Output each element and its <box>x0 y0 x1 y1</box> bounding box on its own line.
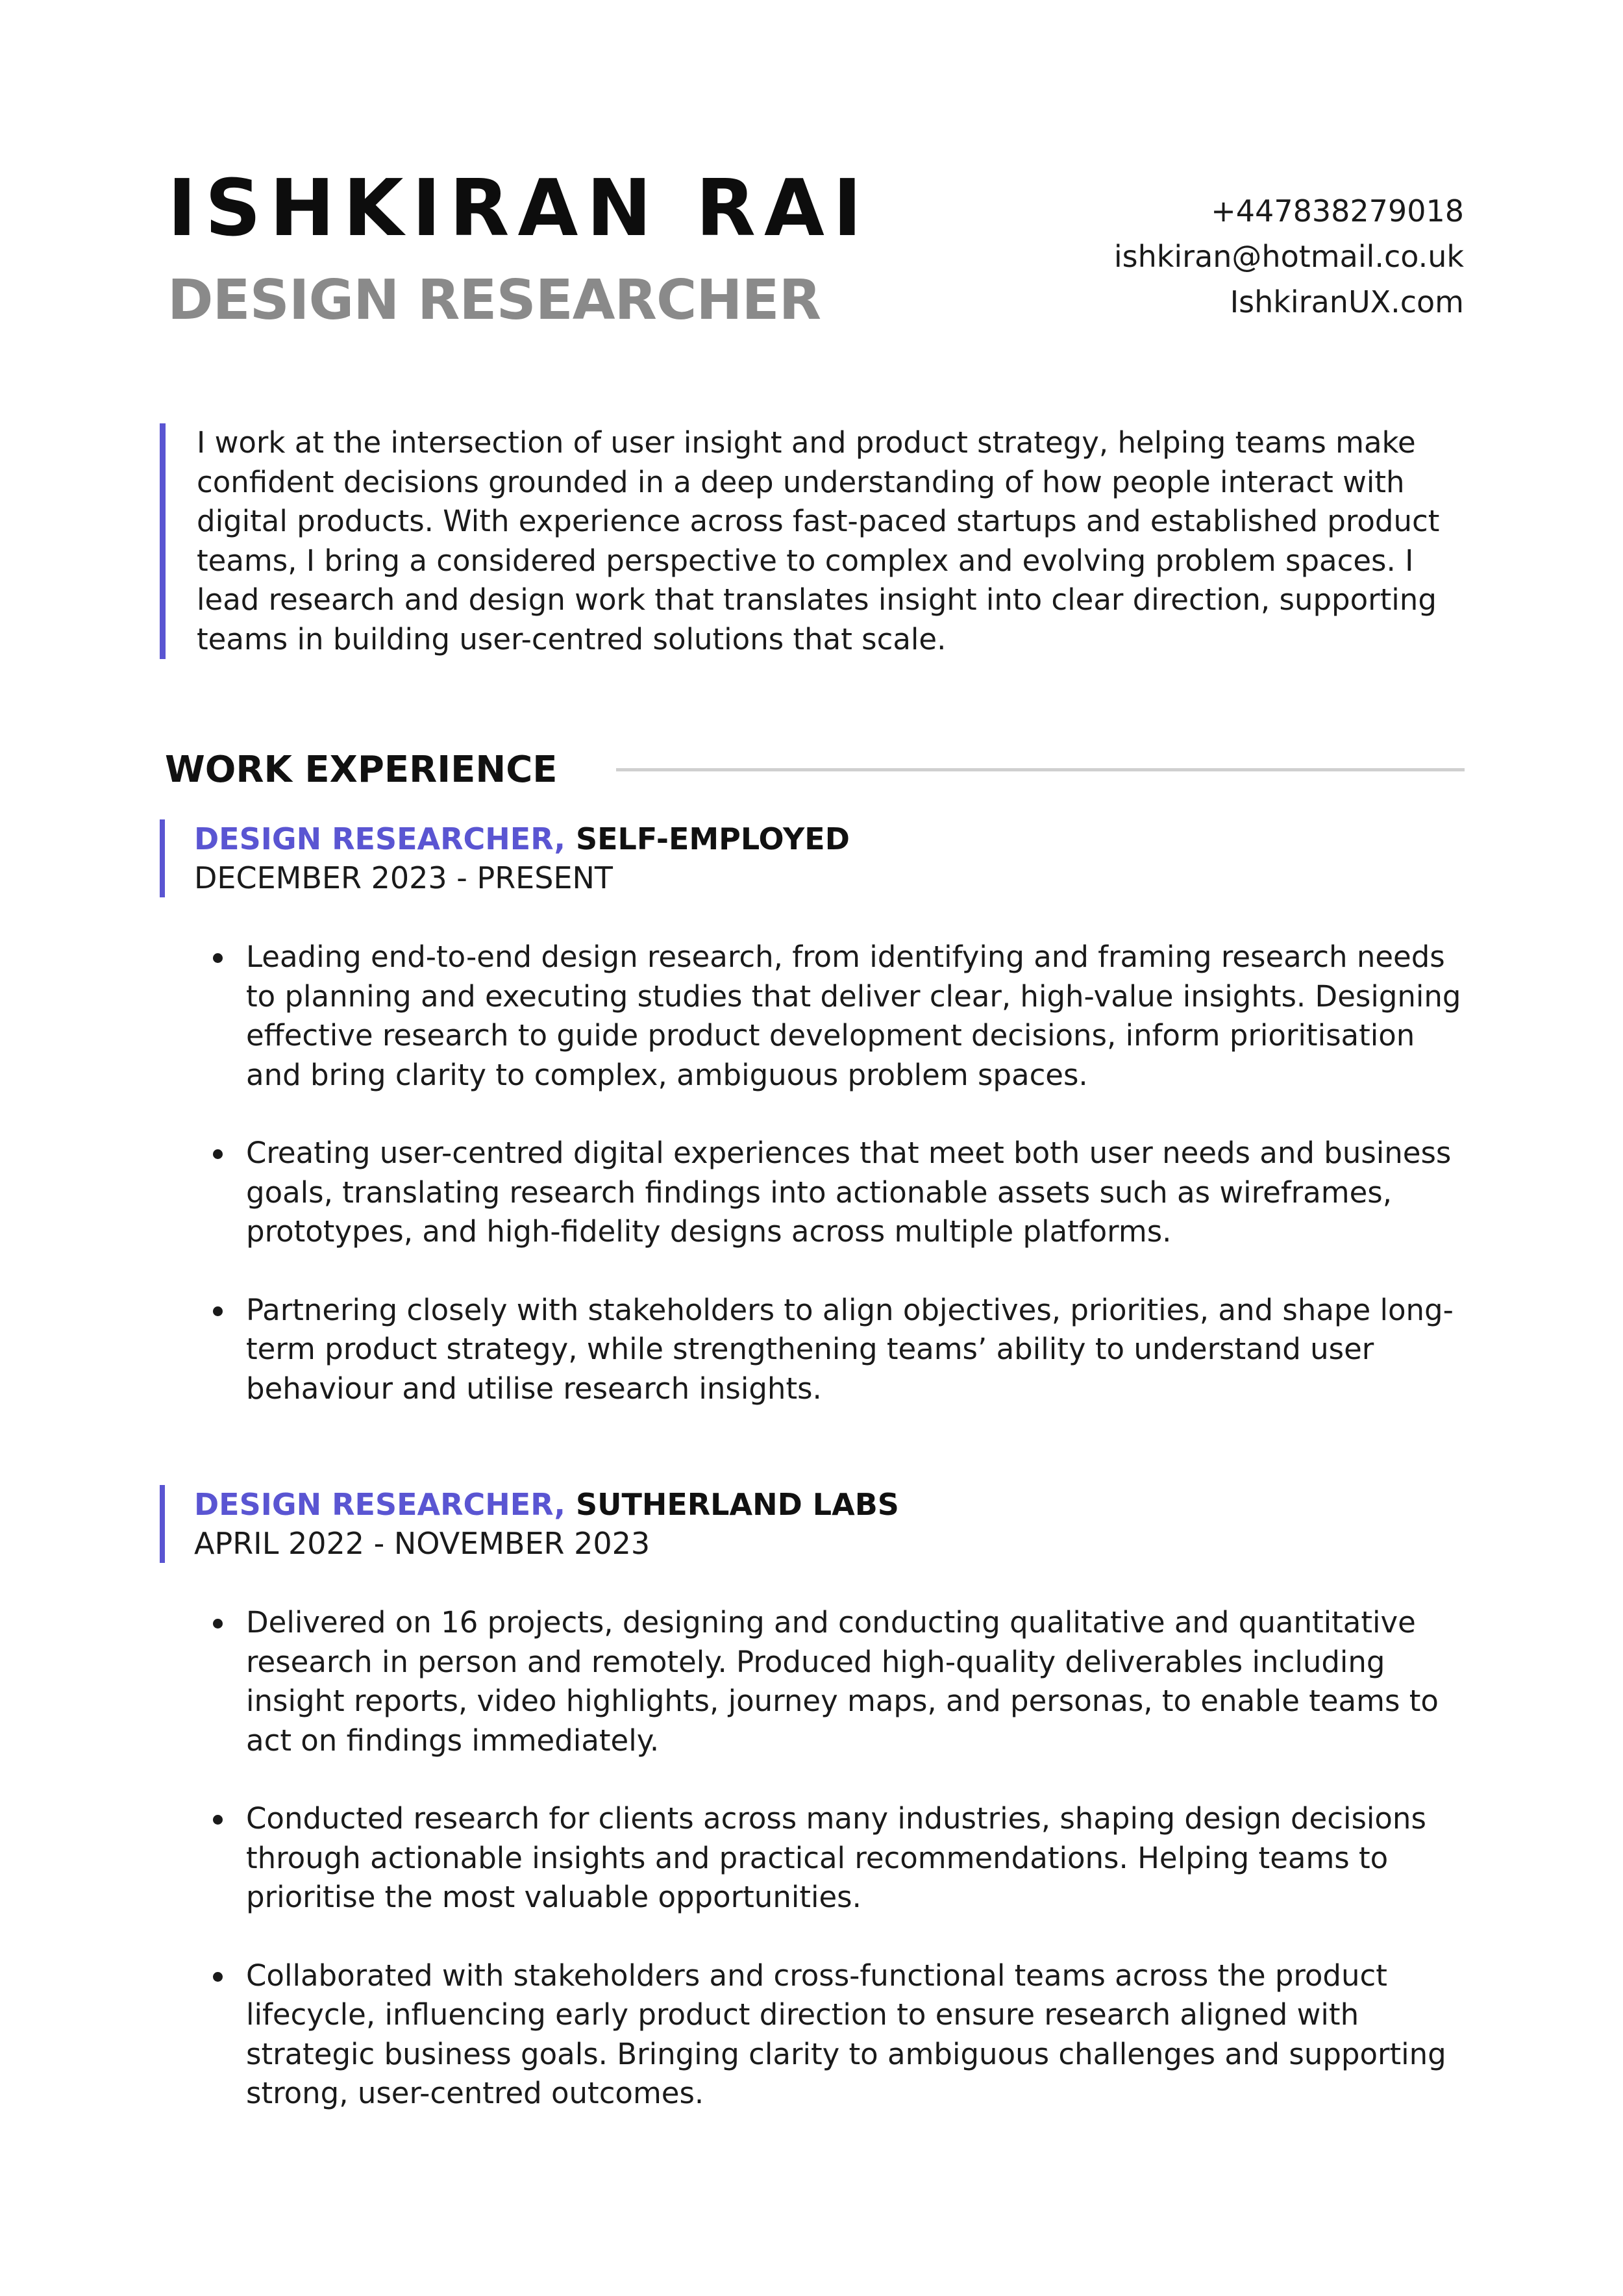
section-divider <box>616 768 1465 771</box>
job-title-line <box>194 819 1465 858</box>
contact-website[interactable]: IshkiranUX.com <box>1230 284 1464 319</box>
contact-email[interactable]: ishkiran@hotmail.co.uk <box>1113 239 1464 274</box>
job-dates: APRIL 2022 - NOVEMBER 2023 <box>194 1526 650 1561</box>
bullet-text: Creating user-centred digital experiences that meet both user needs and business goals, translating research findings into actionable assets such as wireframes, prototypes, and high-fidelity designs across multiple platforms. <box>246 1136 1452 1249</box>
bullet-icon <box>213 1619 223 1628</box>
bullet-icon <box>213 953 223 963</box>
bullet-icon <box>213 1149 223 1159</box>
job-entry <box>160 819 1465 1408</box>
summary-text: I work at the intersection of user insight and product strategy, helping teams make confident decisions grounded in a deep understanding of how people interact with digital products. With experience across fast-paced startups and established product teams, I bring a considered perspective to complex and evolving problem spaces. I lead research and design work that translates insight into clear direction, supporting teams in building user-centred solutions that scale. <box>197 425 1440 656</box>
contact-block <box>1114 188 1464 325</box>
section-title: WORK EXPERIENCE <box>165 748 558 791</box>
job-dates: DECEMBER 2023 - PRESENT <box>194 860 613 895</box>
job-bullets <box>160 938 1465 1408</box>
list-item <box>160 1603 1465 1760</box>
bullet-icon <box>213 1972 223 1982</box>
candidate-name: ISHKIRAN RAI <box>167 164 871 254</box>
bullet-icon <box>213 1815 223 1825</box>
list-item <box>160 1956 1465 2114</box>
bullet-text: Collaborated with stakeholders and cross-functional teams across the product lifecycle, influencing early product direction to ensure research aligned with strategic business goals. Bringing clarity to ambiguous challenges and supporting strong, user-centred outcomes. <box>246 1958 1446 2110</box>
candidate-title: DESIGN RESEARCHER <box>167 268 821 332</box>
bullet-text: Delivered on 16 projects, designing and conducting qualitative and quantitative research in person and remotely. Produced high-quality deliverables including insight reports, video highlights, journey maps, and personas, to enable teams to act on findings immediately. <box>246 1605 1439 1758</box>
list-item <box>160 1134 1465 1252</box>
job-company: SUTHERLAND LABS <box>575 1487 899 1522</box>
profile-summary <box>160 423 1465 659</box>
bullet-icon <box>213 1306 223 1316</box>
job-header <box>160 819 1465 897</box>
work-experience-heading <box>165 747 1465 792</box>
job-role: DESIGN RESEARCHER, <box>194 1487 565 1522</box>
bullet-text: Partnering closely with stakeholders to align objectives, priorities, and shape long-term product strategy, while strengthening teams’ ability to understand user behaviour and utilise research insights. <box>246 1292 1454 1406</box>
job-bullets <box>160 1603 1465 2114</box>
list-item <box>160 938 1465 1095</box>
contact-phone[interactable]: +447838279018 <box>1211 193 1464 229</box>
job-company: SELF-EMPLOYED <box>575 821 850 856</box>
list-item <box>160 1799 1465 1917</box>
list-item <box>160 1291 1465 1409</box>
job-role: DESIGN RESEARCHER, <box>194 821 565 856</box>
bullet-text: Conducted research for clients across many industries, shaping design decisions through actionable insights and practical recommendations. Helping teams to prioritise the most valuable opportunities. <box>246 1801 1426 1914</box>
bullet-text: Leading end-to-end design research, from identifying and framing research needs to planning and executing studies that deliver clear, high-value insights. Designing effective research to guide product development decisions, inform prioritisation and bring clarity to complex, ambiguous problem spaces. <box>246 940 1461 1092</box>
job-entry <box>160 1485 1465 2114</box>
job-title-line <box>194 1485 1465 1524</box>
job-header <box>160 1485 1465 1563</box>
